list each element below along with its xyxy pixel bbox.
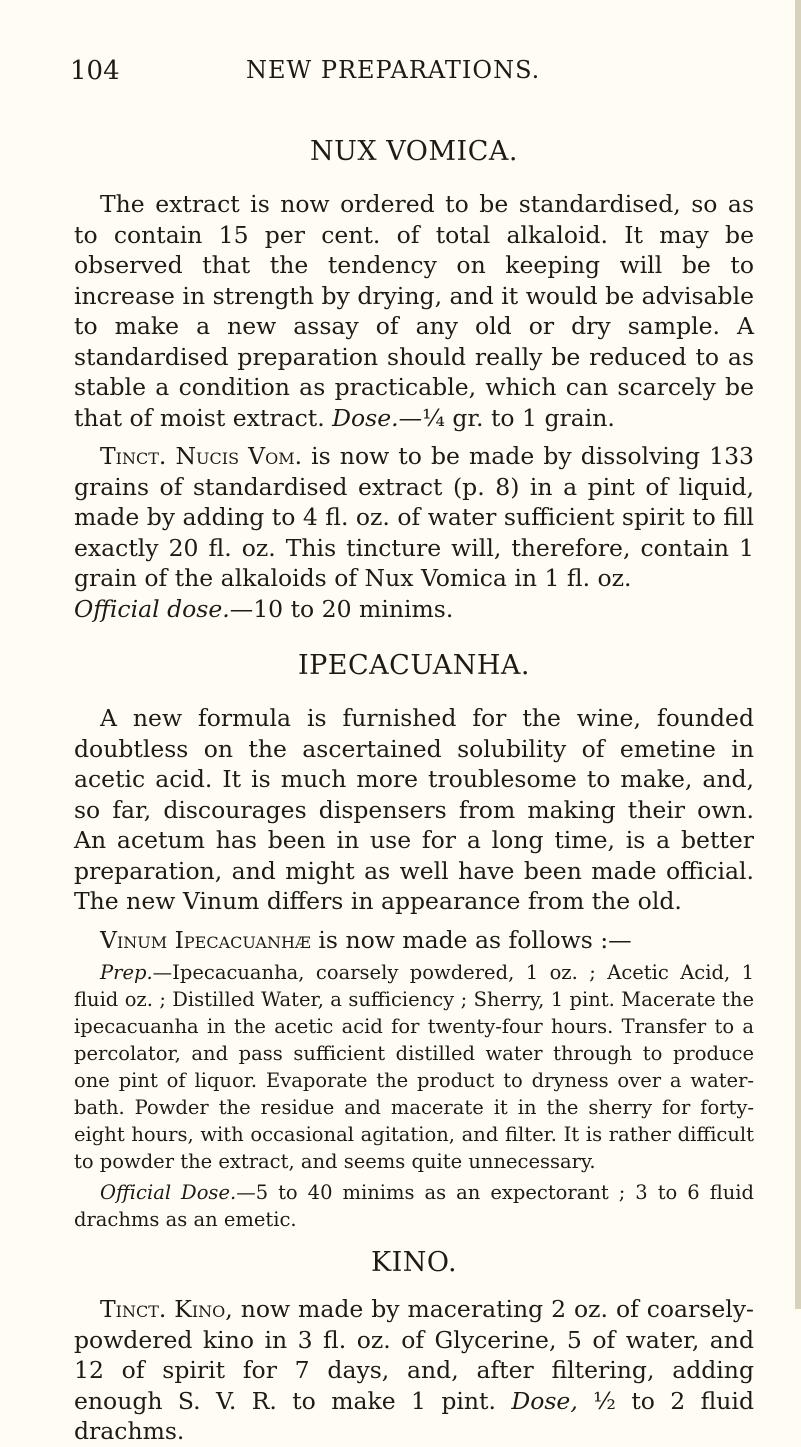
nux-paragraph-extract — [74, 189, 754, 433]
ipecac-prep-text: —Ipecacuanha, coarsely powdered, 1 oz. ; Acetic Acid, 1 fluid oz. ; Distilled Water, a sufficiency ; Sherry, 1 pint. Macerate the ipecacuanha in the acetic acid for twenty-four hours. Transfer to a percolator, and pass sufficient distilled water through to produce one pint of liquor. Evaporate the product to dryness over a water-bath. Powder the residue and macerate it in the sherry for forty-eight hours, with occasional agitation, and filter. It is rather difficult to powder the extract, and seems quite unnecessary. — [74, 961, 754, 1173]
nux-tincture-text: is now to be made by dissolving 133 grains of standardised extract (p. 8) in a pint of liquid, made by adding to 4 fl. oz. of water sufficient spirit to fill exactly 20 fl. oz. This tincture will, therefore, contain 1 grain of the alkaloids of Nux Vomica in 1 fl. oz. — [74, 442, 754, 592]
kino-dose-label: Dose, — [511, 1386, 578, 1415]
ipecac-vinum-lead: Vinum Ipecacuanhæ — [100, 925, 311, 954]
heading-ipecacuanha: IPECACUANHA. — [297, 650, 531, 681]
ipecac-paragraph-formula: A new formula is furnished for the wine, founded doubtless on the ascertained solubility of emetine in acetic acid. It is much more troublesome to make, and, so far, discourages dispensers from making their own. An acetum has been in use for a long time, is a better preparation, and might as well have been made official. The new Vinum differs in appearance from the old. — [74, 704, 754, 915]
running-head — [0, 56, 801, 96]
ipecac-prep-paragraph — [74, 959, 754, 1175]
nux-official-dose-label: Official dose. — [74, 594, 230, 623]
page-edge — [795, 0, 801, 1309]
page-content — [74, 130, 754, 1447]
ipecac-paragraph-vinum — [74, 925, 754, 956]
ipecac-dose-text: —5 to 40 minims as an expectorant ; 3 to 6 fluid drachms as an emetic. — [74, 1181, 754, 1231]
heading-kino: KINO. — [370, 1247, 458, 1278]
kino-dose-text: ½ to 2 fluid drachms. — [74, 1386, 754, 1445]
kino-tincture-text: now made by macerating 2 oz. of coarsely-powdered kino in 3 fl. oz. of Glycerine, 5 of water, and 12 of spirit for 7 days, and, after filtering, adding enough S. V. R. to make 1 pint. — [74, 1295, 754, 1415]
page-number: 104 — [70, 56, 120, 86]
kino-tincture-lead: Tinct. Kino, — [100, 1295, 233, 1323]
ipecac-dose-paragraph — [74, 1179, 754, 1233]
ipecac-dose-label: Official Dose. — [100, 1181, 237, 1204]
nux-official-dose-text: —10 to 20 minims. — [229, 594, 454, 623]
running-title: NEW PREPARATIONS. — [246, 56, 541, 84]
nux-paragraph-tincture — [74, 441, 754, 624]
nux-dose-text: —¼ gr. to 1 grain. — [398, 403, 615, 432]
nux-tincture-lead: Tinct. Nucis Vom. — [100, 442, 303, 470]
nux-dose-label: Dose. — [332, 403, 399, 432]
heading-nux-vomica: NUX VOMICA. — [310, 136, 518, 167]
ipecac-vinum-text: is now made as follows :— — [310, 925, 632, 954]
nux-extract-text: The extract is now ordered to be standardised, so as to contain 15 per cent. of total alkaloid. It may be observed that the tendency on keeping will be to increase in strength by drying, and it would be advisable to make a new assay of any old or dry sample. A standardised preparation should really be reduced to as stable a condition as practicable, which can scarcely be that of moist extract. — [74, 190, 754, 432]
ipecac-prep-label: Prep. — [100, 961, 153, 984]
kino-paragraph — [74, 1294, 754, 1447]
